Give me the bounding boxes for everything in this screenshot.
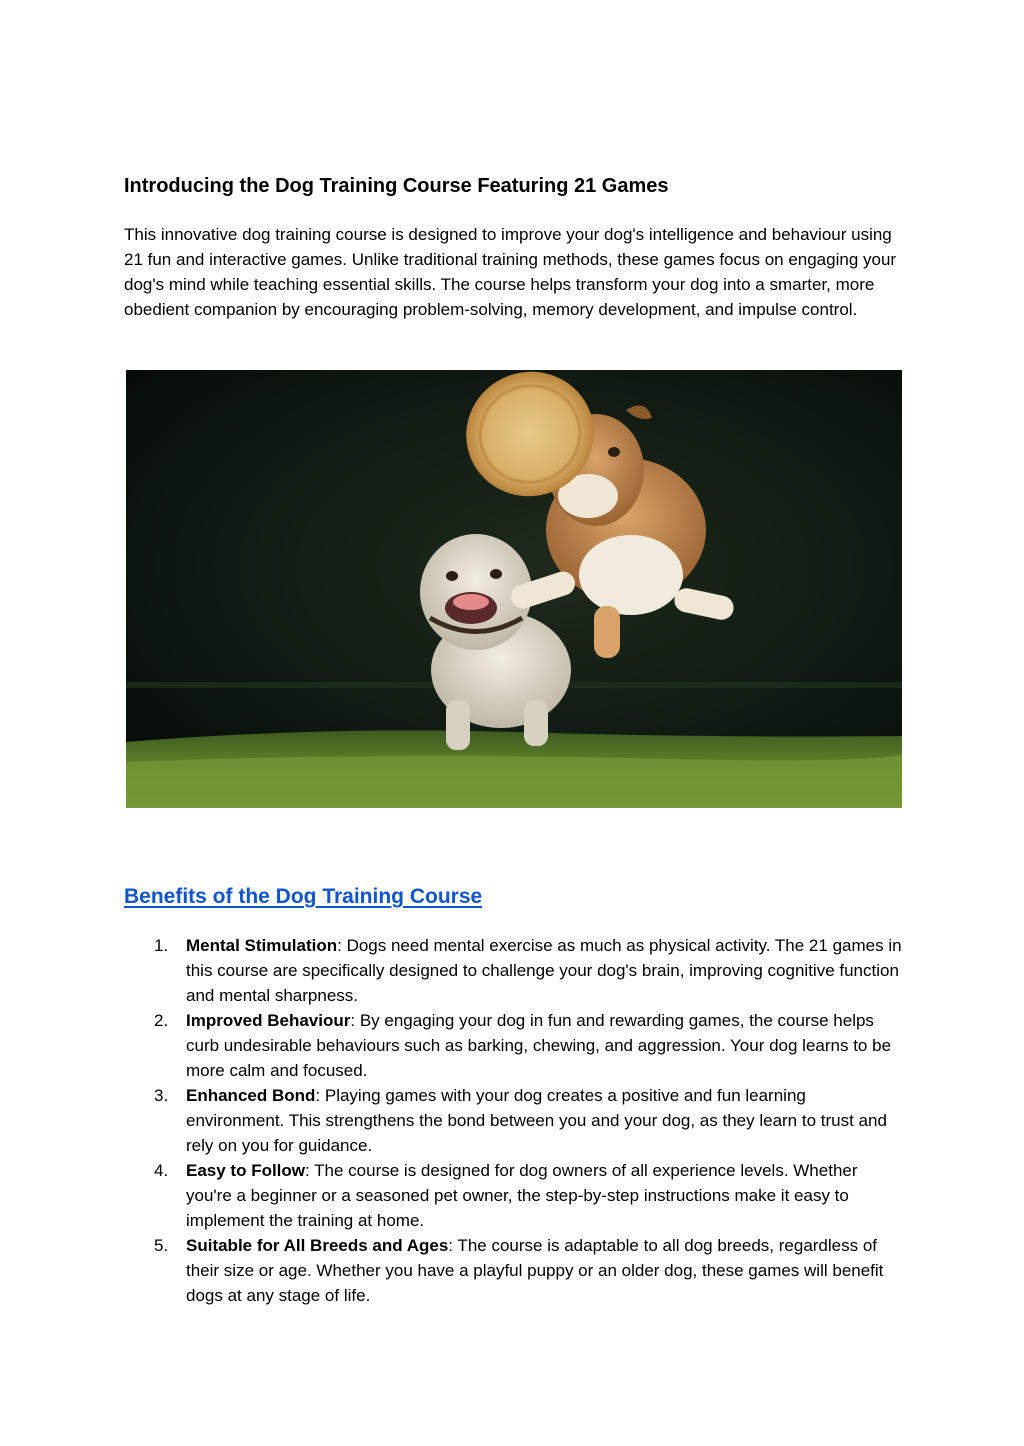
- intro-paragraph: This innovative dog training course is designed to improve your dog's intelligence and behaviour using 21 fun and interactive games. Unlike traditional training methods, these games focus on engaging your dog's mind while teaching essential skills. The course helps transform your dog into a smarter, more obedient companion by encouraging problem-solving, memory development, and impulse control.: [124, 225, 897, 319]
- list-number: 1.: [154, 936, 169, 955]
- list-item: [0, 1083, 902, 1158]
- benefit-text: : Dogs need mental exercise as much as physical activity. The 21 games in this course are specifically designed to challenge your dog's brain, improving cognitive function and mental sharpness.: [186, 936, 902, 1005]
- list-item: [0, 1008, 902, 1083]
- dogs-photo: [126, 370, 902, 808]
- page-title: Introducing the Dog Training Course Featuring 21 Games: [124, 175, 669, 197]
- list-number: 4.: [154, 1161, 169, 1180]
- list-number: 2.: [154, 1011, 169, 1030]
- benefit-text: : The course is designed for dog owners of all experience levels. Whether you're a beginner or a seasoned pet owner, the step-by-step instructions make it easy to implement the training at home.: [186, 1161, 858, 1230]
- benefits-heading-link[interactable]: Benefits of the Dog Training Course: [124, 885, 483, 908]
- benefits-list: [0, 933, 1024, 1308]
- benefit-title: Enhanced Bond: [186, 1086, 316, 1105]
- benefit-title: Suitable for All Breeds and Ages: [186, 1236, 449, 1255]
- list-number: 3.: [154, 1086, 169, 1105]
- list-number: 5.: [154, 1236, 169, 1255]
- benefit-text: : Playing games with your dog creates a positive and fun learning environment. This strengthens the bond between you and your dog, as they learn to trust and rely on you for guidance.: [186, 1086, 887, 1155]
- benefit-text: : The course is adaptable to all dog breeds, regardless of their size or age. Whether you have a playful puppy or an older dog, these games will benefit dogs at any stage of life.: [186, 1236, 884, 1305]
- list-item: [0, 1233, 902, 1308]
- list-item: [0, 933, 902, 1008]
- benefit-title: Improved Behaviour: [186, 1011, 351, 1030]
- benefit-title: Easy to Follow: [186, 1161, 306, 1180]
- list-item: [0, 1158, 902, 1233]
- benefit-title: Mental Stimulation: [186, 936, 338, 955]
- benefit-text: : By engaging your dog in fun and rewarding games, the course helps curb undesirable behaviours such as barking, chewing, and aggression. Your dog learns to be more calm and focused.: [186, 1011, 892, 1080]
